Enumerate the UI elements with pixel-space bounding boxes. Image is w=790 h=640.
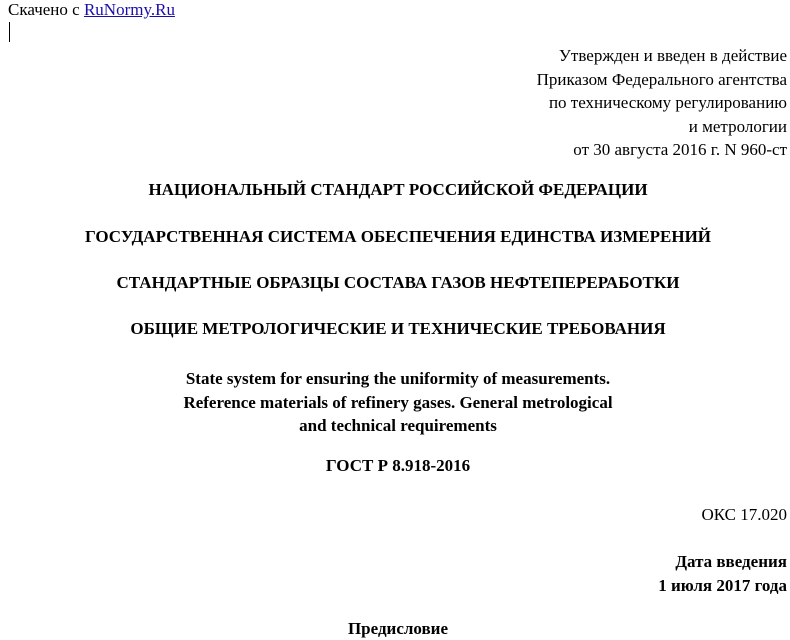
- text-cursor: [9, 22, 10, 42]
- english-title: [0, 367, 790, 438]
- requirements-heading: ОБЩИЕ МЕТРОЛОГИЧЕСКИЕ И ТЕХНИЧЕСКИЕ ТРЕБОВАНИЯ: [130, 319, 666, 338]
- download-source-prefix: Скачено с: [8, 0, 84, 19]
- introduction-date-block: [658, 550, 787, 597]
- reference-materials-heading: СТАНДАРТНЫЕ ОБРАЗЦЫ СОСТАВА ГАЗОВ НЕФТЕПЕРЕРАБОТКИ: [116, 273, 680, 292]
- approval-line: Утвержден и введен в действие: [558, 46, 787, 65]
- english-title-line: State system for ensuring the uniformity of measurements.: [185, 369, 611, 388]
- standard-number: ГОСТ Р 8.918-2016: [325, 456, 471, 475]
- approval-line: по техническому регулированию: [548, 93, 787, 112]
- oks-code: ОКС 17.020: [701, 505, 787, 524]
- english-title-line: Reference materials of refinery gases. General metrological: [183, 392, 613, 412]
- approval-line: и метрологии: [688, 116, 787, 136]
- english-title-line: and technical requirements: [299, 416, 497, 435]
- approval-line: от 30 августа 2016 г. N 960-ст: [573, 140, 787, 159]
- introduction-date-value: 1 июля 2017 года: [658, 575, 787, 595]
- runormy-link[interactable]: RuNormy.Ru: [83, 0, 175, 19]
- measurement-system-heading: ГОСУДАРСТВЕННАЯ СИСТЕМА ОБЕСПЕЧЕНИЯ ЕДИНСТВА ИЗМЕРЕНИЙ: [84, 227, 712, 246]
- approval-line: Приказом Федерального агентства: [536, 69, 787, 89]
- approval-block: [537, 44, 787, 162]
- introduction-date-label: Дата введения: [675, 552, 787, 571]
- preface-heading: Предисловие: [347, 619, 449, 638]
- download-source-line: [8, 0, 175, 20]
- national-standard-heading: НАЦИОНАЛЬНЫЙ СТАНДАРТ РОССИЙСКОЙ ФЕДЕРАЦИИ: [148, 180, 648, 199]
